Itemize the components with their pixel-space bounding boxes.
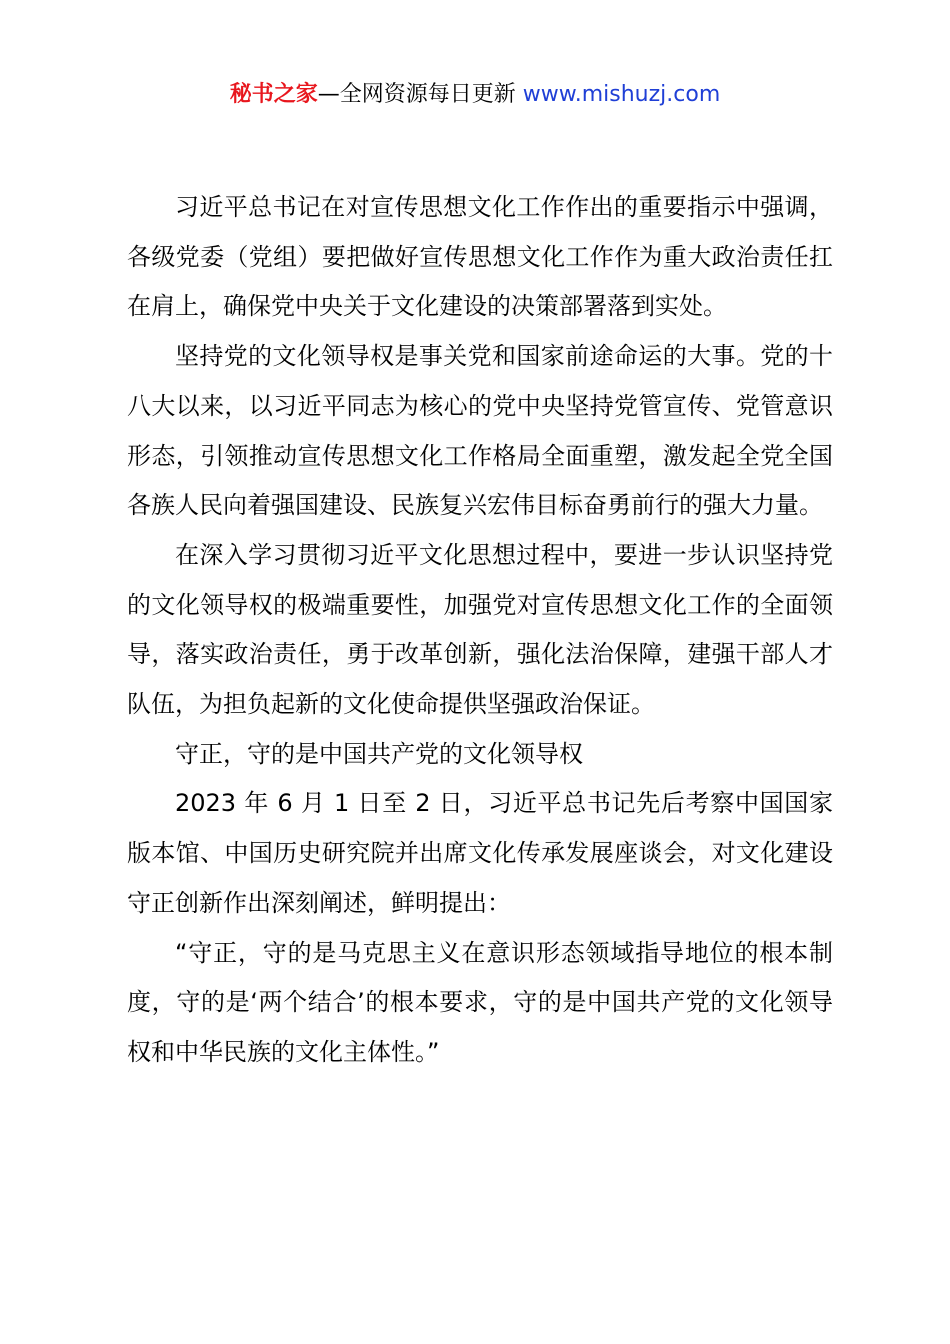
paragraph-3: 在深入学习贯彻习近平文化思想过程中，要进一步认识坚持党的文化领导权的极端重要性，加强党对宣传思想文化工作的全面领导，落实政治责任，勇于改革创新，强化法治保障，建强干部人才队伍，为担负起新的文化使命提供坚强政治保证。 (127, 540, 833, 719)
article-body (127, 183, 833, 1078)
site-url-link[interactable]: www.mishuzj.com (522, 82, 721, 107)
site-slogan: 全网资源每日更新 (339, 82, 523, 107)
site-brand: 秘书之家 (229, 82, 318, 107)
header-dash: — (317, 82, 340, 107)
section-heading: 守正，守的是中国共产党的文化领导权 (175, 739, 583, 768)
paragraph-2: 坚持党的文化领导权是事关党和国家前途命运的大事。党的十八大以来，以习近平同志为核心的党中央坚持党管宣传、党管意识形态，引领推动宣传思想文化工作格局全面重塑，激发起全党全国各族人民向着强国建设、民族复兴宏伟目标奋勇前行的强大力量。 (127, 342, 833, 520)
site-header (0, 78, 950, 112)
quote-paragraph: “守正，守的是马克思主义在意识形态领域指导地位的根本制度，守的是‘两个结合’的根本要求，守的是中国共产党的文化领导权和中华民族的文化主体性。” (127, 938, 833, 1066)
paragraph-5: 2023 年 6 月 1 日至 2 日，习近平总书记先后考察中国国家版本馆、中国历史研究院并出席文化传承发展座谈会，对文化建设守正创新作出深刻阐述，鲜明提出： (127, 789, 833, 917)
paragraph-1: 习近平总书记在对宣传思想文化工作作出的重要指示中强调，各级党委（党组）要把做好宣传思想文化工作作为重大政治责任扛在肩上，确保党中央关于文化建设的决策部署落到实处。 (127, 193, 833, 321)
